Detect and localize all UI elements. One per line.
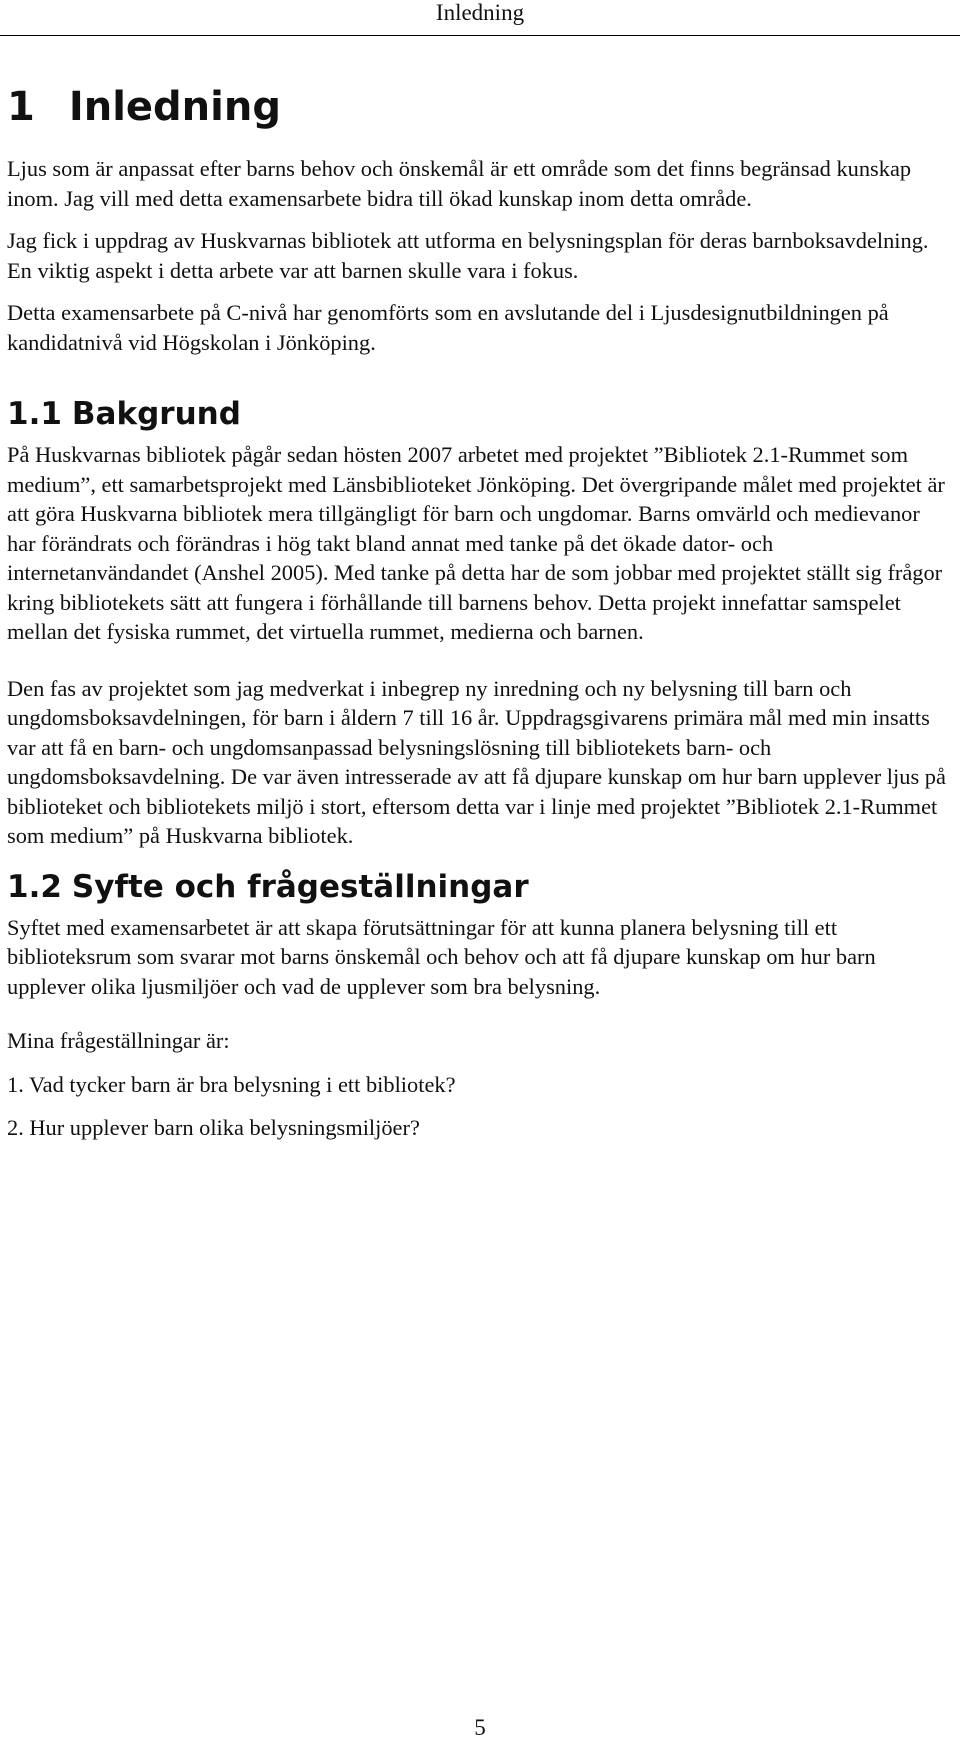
section-number-syfte: 1.2 — [7, 868, 62, 905]
section-number-bakgrund: 1.1 — [7, 396, 62, 432]
intro-paragraph-1: Ljus som är anpassat efter barns behov och önskemål är ett område som det finns begränsad kunskap inom. Jag vill med detta examensarbete bidra till ökad kunskap inom detta område. — [7, 156, 912, 211]
bakgrund-paragraph-1: På Huskvarnas bibliotek pågår sedan hösten 2007 arbetet med projektet ”Bibliotek 2.1-Rummet som medium”, ett samarbetsprojekt med Länsbiblioteket Jönköping. Det övergripande målet med projektet är att göra Huskvarna bibliotek mera tillgängligt för barn och ungdomar. Barns omvärld och medievanor har förändrats och förändras i hög takt bland annat med tanke på det ökade dator- och internetanvändandet (Anshel 2005). Med tanke på detta har de som jobbar med projektet ställt sig frågor kring bibliotekets sätt att fungera i förhållande till barnens behov. Detta projekt innefattar samspelet mellan det fysiska rummet, det virtuella rummet, medierna och barnen. — [7, 442, 945, 644]
syfte-paragraph-2: Mina frågeställningar är: — [7, 1028, 230, 1053]
section-syfte — [7, 867, 952, 1143]
section-bakgrund — [7, 394, 952, 851]
syfte-paragraph-1: Syftet med examensarbetet är att skapa förutsättningar för att kunna planera belysning till ett biblioteksrum som svarar mot barns önskemål och behov och att få djupare kunskap om hur barn upplever olika ljusmiljöer och vad de upplever som bra belysning. — [7, 914, 876, 999]
page-content — [7, 82, 952, 1143]
chapter-number: 1 — [7, 84, 35, 130]
section-heading-bakgrund — [7, 394, 952, 434]
chapter-heading — [7, 82, 952, 132]
bakgrund-paragraph-2: Den fas av projektet som jag medverkat i inbegrep ny inredning och ny belysning till barn och ungdomsboksavdelningen, för barn i åldern 7 till 16 år. Uppdragsgivarens primära mål med min insatts var att få en barn- och ungdomsanpassad belysningslösning till bibliotekets barn- och ungdomsboksavdelning. De var även intresserade av att få djupare kunskap om hur barn upplever ljus på biblioteket och bibliotekets miljö i stort, eftersom detta var i linje med projektet ”Bibliotek 2.1-Rummet som medium” på Huskvarna bibliotek. — [7, 675, 946, 848]
section-title-syfte: Syfte och frågeställningar — [71, 868, 529, 905]
intro-paragraph-2: Jag fick i uppdrag av Huskvarnas bibliotek att utforma en belysningsplan för deras barnboksavdelning. En viktig aspekt i detta arbete var att barnen skulle vara i fokus. — [7, 228, 929, 283]
section-heading-syfte — [7, 867, 952, 907]
intro-paragraph-3: Detta examensarbete på C-nivå har genomförts som en avslutande del i Ljusdesignutbildningen på kandidatnivå vid Högskolan i Jönköping. — [7, 300, 889, 355]
chapter-inledning — [7, 82, 952, 357]
research-question-1: 1. Vad tycker barn är bra belysning i ett bibliotek? — [7, 1071, 456, 1097]
running-header-title: Inledning — [435, 0, 525, 25]
section-title-bakgrund: Bakgrund — [71, 396, 241, 432]
running-header — [0, 0, 960, 36]
research-question-2: 2. Hur upplever barn olika belysningsmiljöer? — [7, 1115, 420, 1140]
chapter-title: Inledning — [68, 84, 281, 130]
page-number: 5 — [474, 1715, 486, 1740]
